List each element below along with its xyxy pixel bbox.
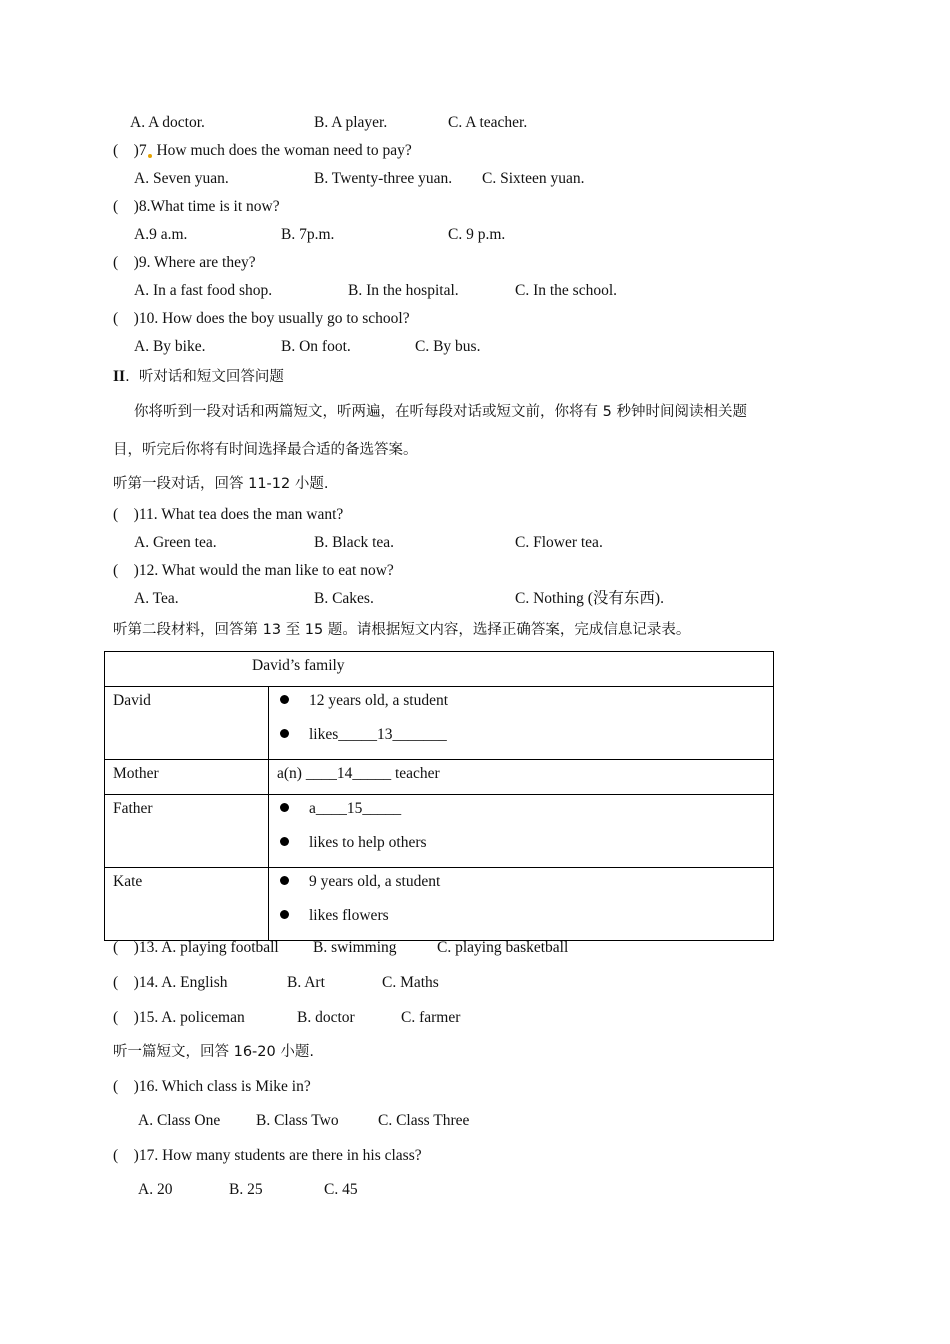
q12-question: ( )12. What would the man like to eat now?: [113, 562, 394, 579]
q9-option-c: C. In the school.: [515, 282, 618, 299]
part1-instruction: 听第一段对话，回答 11-12 小题.: [113, 476, 329, 492]
q12-option-c: C. Nothing (没有东西).: [515, 590, 664, 607]
q14-question: ( )14. A. English: [113, 974, 228, 991]
list-item: [277, 872, 765, 906]
q12-option-a: A. Tea.: [134, 590, 179, 607]
section-number: II: [113, 368, 126, 385]
q16-question: ( )16. Which class is Mike in?: [113, 1078, 311, 1095]
q10-option-b: B. On foot.: [281, 338, 351, 355]
list-item: [277, 906, 765, 940]
q11-option-b: B. Black tea.: [314, 534, 395, 551]
row-name: David: [105, 687, 269, 760]
q7-option-b: B. Twenty-three yuan.: [314, 170, 453, 187]
bullet-icon: [280, 803, 289, 812]
row-name: Mother: [105, 760, 269, 795]
row-details: [269, 687, 774, 760]
bullet-icon: [280, 910, 289, 919]
q10-option-a: A. By bike.: [134, 338, 206, 355]
section-intro-line2: 目，听完后你将有时间选择最合适的备选答案。: [113, 442, 418, 458]
table-header: David’s family: [105, 652, 774, 687]
list-item: [277, 691, 765, 725]
q17-option-b: B. 25: [229, 1181, 263, 1198]
list-item: [277, 725, 765, 759]
family-info-table: [104, 651, 774, 941]
q8-question: ( )8.What time is it now?: [113, 198, 280, 215]
q16-option-a: A. Class One: [138, 1112, 221, 1129]
row-details: a(n) ____14_____ teacher: [269, 760, 774, 795]
q15-option-c: C. farmer: [401, 1009, 461, 1026]
q13-option-c: C. playing basketball: [437, 939, 569, 956]
dot-icon: [148, 154, 152, 158]
q16-option-c: C. Class Three: [378, 1112, 470, 1129]
table-row: [105, 795, 774, 868]
list-item-text: likes to help others: [309, 834, 427, 851]
bullet-icon: [280, 876, 289, 885]
bullet-icon: [280, 695, 289, 704]
q6-option-c: C. A teacher.: [448, 114, 528, 131]
q7-text: How much does the woman need to pay?: [152, 142, 412, 159]
table-row: [105, 687, 774, 760]
section-title: [113, 367, 284, 387]
q15-question: ( )15. A. policeman: [113, 1009, 245, 1026]
q9-question: ( )9. Where are they?: [113, 254, 256, 271]
q8-option-c: C. 9 p.m.: [448, 226, 506, 243]
q14-option-c: C. Maths: [382, 974, 439, 991]
q11-question: ( )11. What tea does the man want?: [113, 506, 344, 523]
part2-instruction: 听第二段材料，回答第 13 至 15 题。请根据短文内容，选择正确答案，完成信息记录表。: [113, 622, 691, 638]
q7-option-a: A. Seven yuan.: [134, 170, 229, 187]
q10-option-c: C. By bus.: [415, 338, 481, 355]
q15-option-b: B. doctor: [297, 1009, 355, 1026]
list-item: [277, 799, 765, 833]
q10-question: ( )10. How does the boy usually go to school?: [113, 310, 410, 327]
q6-option-a: A. A doctor.: [130, 114, 205, 131]
q11-option-c: C. Flower tea.: [515, 534, 603, 551]
bullet-icon: [280, 837, 289, 846]
q7-option-c: C. Sixteen yuan.: [482, 170, 585, 187]
q13-question: ( )13. A. playing football: [113, 939, 279, 956]
list-item-text: a____15_____: [309, 800, 402, 817]
q16-option-b: B. Class Two: [256, 1112, 339, 1129]
q13-option-b: B. swimming: [313, 939, 397, 956]
list-item-text: 9 years old, a student: [309, 873, 441, 890]
q7-question: [113, 141, 412, 161]
q9-option-a: A. In a fast food shop.: [134, 282, 273, 299]
bullet-icon: [280, 729, 289, 738]
q8-option-a: A.9 a.m.: [134, 226, 188, 243]
q11-option-a: A. Green tea.: [134, 534, 217, 551]
q7-number: ( )7: [113, 142, 147, 159]
q9-option-b: B. In the hospital.: [348, 282, 459, 299]
q12-option-b: B. Cakes.: [314, 590, 374, 607]
q17-option-a: A. 20: [138, 1181, 173, 1198]
row-name: Father: [105, 795, 269, 868]
list-item: [277, 833, 765, 867]
q8-option-b: B. 7p.m.: [281, 226, 335, 243]
q17-option-c: C. 45: [324, 1181, 358, 1198]
q14-option-b: B. Art: [287, 974, 325, 991]
q17-question: ( )17. How many students are there in his class?: [113, 1147, 422, 1164]
part3-instruction: 听一篇短文，回答 16-20 小题.: [113, 1044, 314, 1060]
q6-option-b: B. A player.: [314, 114, 388, 131]
table-row: [105, 760, 774, 795]
table-row: [105, 868, 774, 941]
row-details: [269, 868, 774, 941]
list-item-text: likes flowers: [309, 907, 389, 924]
list-item-text: likes_____13_______: [309, 726, 447, 743]
list-item-text: 12 years old, a student: [309, 692, 449, 709]
table-header-row: [105, 652, 774, 687]
row-details: [269, 795, 774, 868]
row-name: Kate: [105, 868, 269, 941]
section-title-text: . 听对话和短文回答问题: [125, 369, 284, 385]
section-intro-line1: 你将听到一段对话和两篇短文，听两遍，在听每段对话或短文前，你将有 5 秒钟时间阅读相关题: [134, 404, 747, 420]
